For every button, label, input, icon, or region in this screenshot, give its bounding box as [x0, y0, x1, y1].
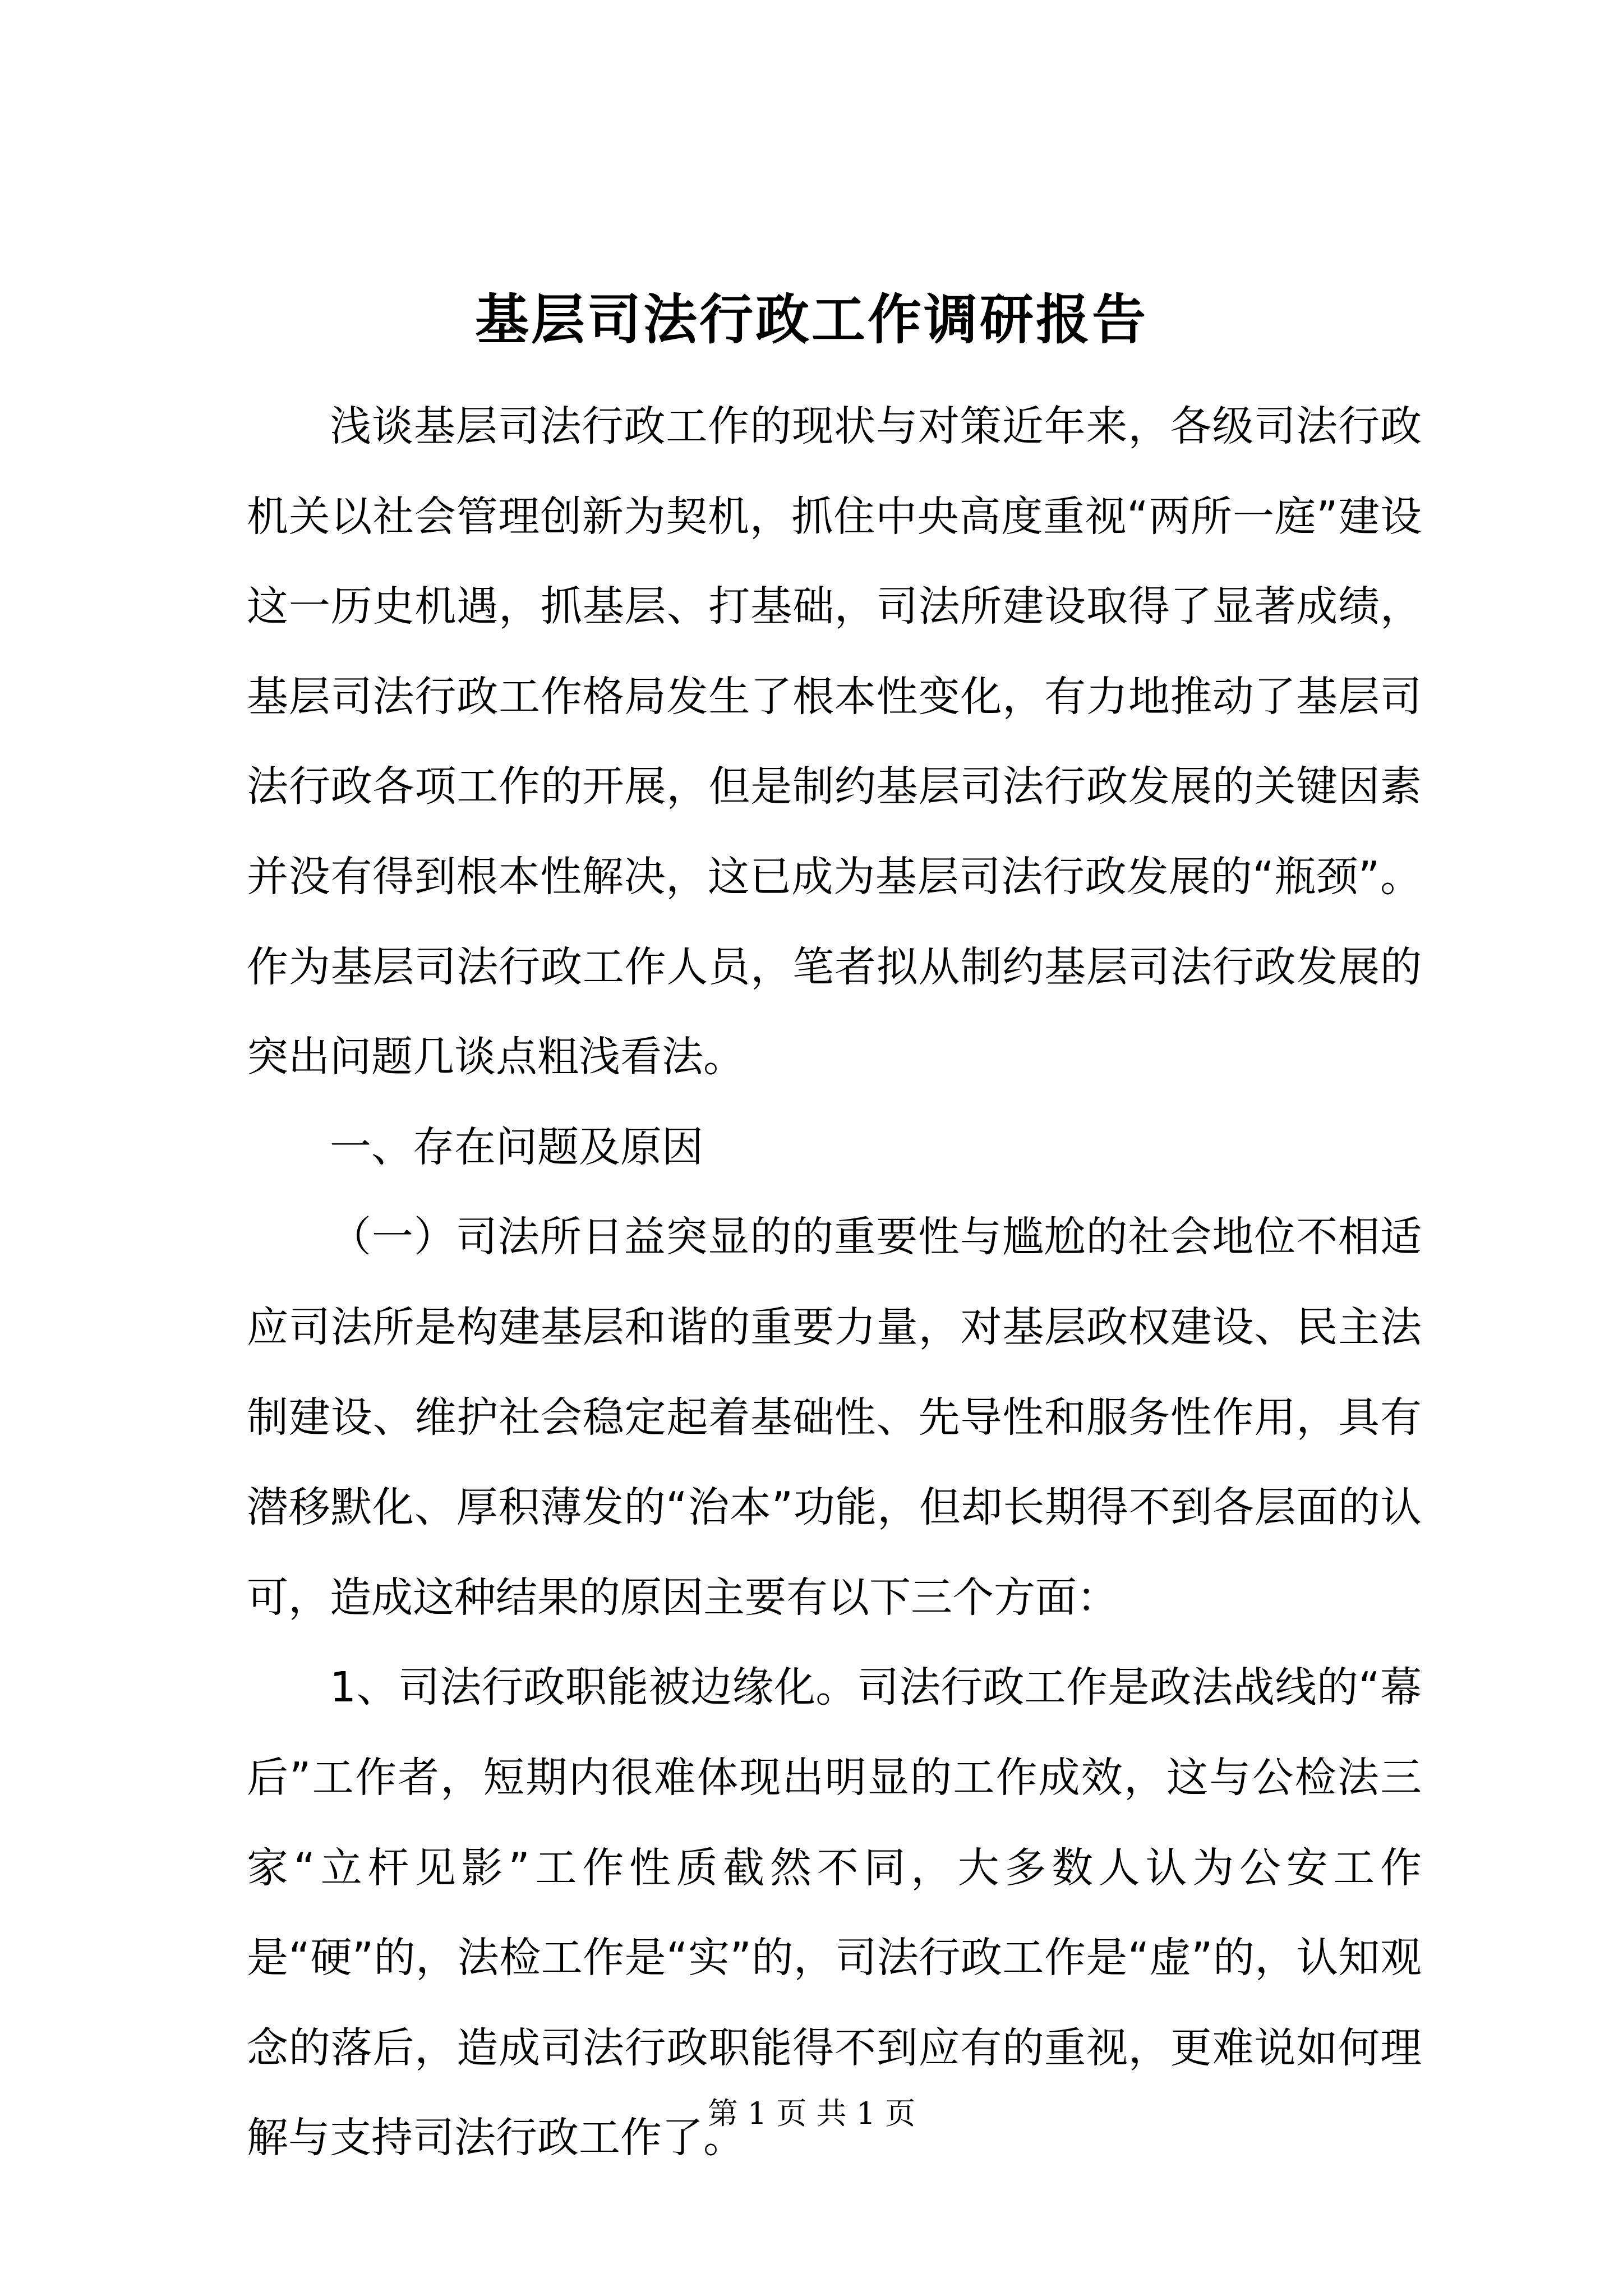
- document-title: 基层司法行政工作调研报告: [475, 288, 1148, 351]
- paragraph-point-1: 1、司法行政职能被边缘化。司法行政工作是政法战线的“幕后”工作者，短期内很难体现出明显的工作成效，这与公检法三家“立杆见影”工作性质截然不同，大多数人认为公安工作是“硬”的，法检工作是“实”的，司法行政工作是“虚”的，认知观念的落后，造成司法行政职能得不到应有的重视，更难说如何理解与支持司法行政工作了。: [247, 1663, 1422, 2162]
- section-heading: 一、存在问题及原因: [330, 1122, 703, 1171]
- paragraph-intro: 浅谈基层司法行政工作的现状与对策近年来，各级司法行政机关以社会管理创新为契机，抓住中央高度重视“两所一庭”建设这一历史机遇，抓基层、打基础，司法所建设取得了显著成绩，基层司法行政工作格局发生了根本性变化，有力地推动了基层司法行政各项工作的开展，但是制约基层司法行政发展的关键因素并没有得到根本性解决，这已成为基层司法行政发展的“瓶颈”。作为基层司法行政工作人员，笔者拟从制约基层司法行政发展的突出问题几谈点粗浅看法。: [247, 402, 1422, 1082]
- page-footer: 第 1 页 共 1 页: [707, 2096, 916, 2131]
- paragraph-subsection-1: （一）司法所日益突显的的重要性与尴尬的社会地位不相适应司法所是构建基层和谐的重要力量，对基层政权建设、民主法制建设、维护社会稳定起着基础性、先导性和服务性作用，具有潜移默化、厚积薄发的“治本”功能，但却长期得不到各层面的认可，造成这种结果的原因主要有以下三个方面：: [247, 1213, 1422, 1622]
- document-body: [247, 381, 1422, 2183]
